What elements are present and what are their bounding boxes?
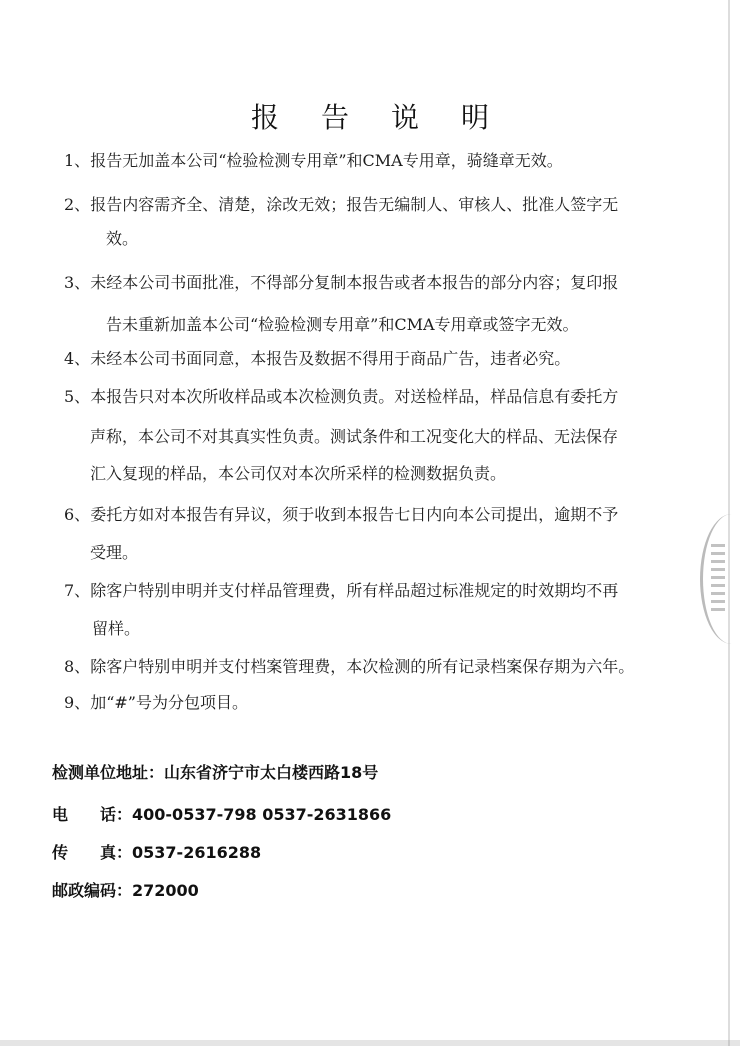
list-item	[64, 684, 684, 721]
item-number: 3、	[64, 273, 91, 292]
postcode-line	[52, 878, 199, 901]
list-item	[64, 340, 684, 377]
scan-bottom-edge	[0, 1040, 740, 1046]
item-text: 本报告只对本次所收样品或本次检测负责。对送检样品，样品信息有委托方	[90, 387, 619, 406]
title-char: 告	[320, 101, 349, 134]
item-text: 除客户特别申明并支付样品管理费，所有样品超过标准规定的时效期均不再	[90, 581, 619, 600]
item-text: 告未重新加盖本公司“检验检测专用章”和CMA专用章或签字无效。	[106, 315, 579, 334]
list-item	[64, 648, 684, 685]
list-item-continuation	[106, 220, 726, 257]
item-number: 1、	[64, 151, 91, 170]
item-text: 委托方如对本报告有异议，须于收到本报告七日内向本公司提出，逾期不予	[90, 505, 619, 524]
list-item-continuation	[92, 610, 712, 647]
title-char: 明	[461, 101, 490, 134]
item-text: 效。	[106, 229, 139, 248]
postcode-value: 272000	[132, 881, 199, 900]
address-value: 山东省济宁市太白楼西路18号	[164, 763, 379, 782]
postcode-label: 邮政编码：	[52, 881, 133, 900]
list-item	[64, 186, 684, 223]
list-item	[64, 264, 684, 301]
item-number: 9、	[64, 693, 91, 712]
item-text: 留样。	[92, 619, 141, 638]
item-text: 报告内容需齐全、清楚，涂改无效；报告无编制人、审核人、批准人签字无	[90, 195, 619, 214]
title-char: 说	[391, 101, 420, 134]
phone-line	[52, 802, 391, 825]
item-number: 8、	[64, 657, 91, 676]
list-item-continuation	[90, 455, 710, 492]
list-item-continuation	[106, 306, 726, 343]
list-item	[64, 378, 684, 415]
item-number: 6、	[64, 505, 91, 524]
address-line	[52, 760, 378, 783]
item-text: 未经本公司书面批准，不得部分复制本报告或者本报告的部分内容；复印报	[90, 273, 619, 292]
item-number: 4、	[64, 349, 91, 368]
item-number: 2、	[64, 195, 91, 214]
fax-value: 0537-2616288	[132, 843, 262, 862]
scan-edge	[728, 0, 730, 1046]
fax-label: 传 真：	[52, 843, 133, 862]
list-item-continuation	[90, 418, 710, 455]
list-item	[64, 572, 684, 609]
item-text: 汇入复现的样品，本公司仅对本次所采样的检测数据负责。	[90, 464, 507, 483]
item-text: 声称，本公司不对其真实性负责。测试条件和工况变化大的样品、无法保存	[90, 427, 619, 446]
fax-line	[52, 840, 261, 863]
phone-value: 400-0537-798 0537-2631866	[132, 805, 392, 824]
stamp-ink	[711, 544, 725, 614]
list-item	[64, 142, 684, 179]
page-title	[0, 96, 740, 136]
item-text: 除客户特别申明并支付档案管理费，本次检测的所有记录档案保存期为六年。	[90, 657, 635, 676]
item-text: 未经本公司书面同意，本报告及数据不得用于商品广告，违者必究。	[90, 349, 571, 368]
list-item-continuation	[90, 534, 710, 571]
list-item	[64, 496, 684, 533]
address-label: 检测单位地址：	[52, 763, 165, 782]
item-number: 5、	[64, 387, 91, 406]
phone-label: 电 话：	[52, 805, 133, 824]
item-number: 7、	[64, 581, 91, 600]
title-char: 报	[250, 101, 279, 134]
item-text: 受理。	[90, 543, 139, 562]
item-text: 加“#”号为分包项目。	[90, 693, 248, 712]
item-text: 报告无加盖本公司“检验检测专用章”和CMA专用章，骑缝章无效。	[90, 151, 563, 170]
